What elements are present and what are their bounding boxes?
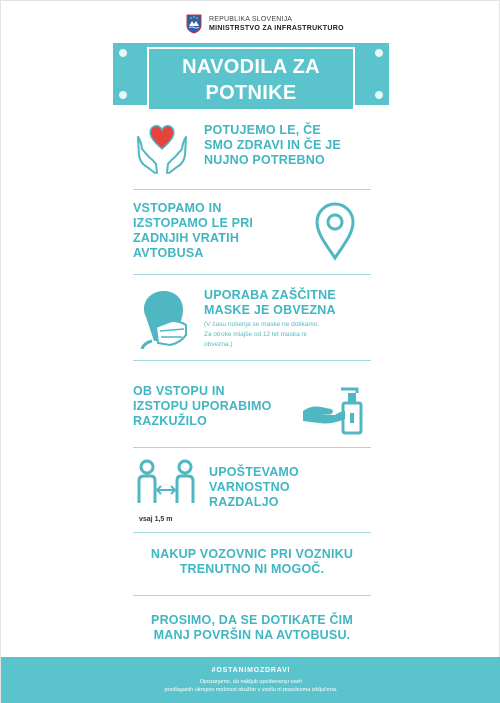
rule-3-note2: Za otroke mlajše od 12 let maska ni: [204, 331, 307, 338]
face-mask-icon: [134, 287, 190, 349]
rule-1: [204, 123, 374, 168]
divider: [133, 189, 371, 190]
footer-text-line2: predlaganih ukrepov možnost okužbe v vozilu ni popolnoma izključena.: [164, 687, 338, 693]
rule-2-line3: ZADNJIH VRATIH: [133, 231, 240, 245]
rule-2: [133, 201, 303, 261]
heart-hands-icon: [133, 119, 191, 177]
ministry-name: [209, 15, 344, 33]
banner-dot: [119, 49, 127, 57]
divider: [133, 447, 371, 448]
sanitizer-icon: [301, 381, 363, 435]
rule-3-line2: MASKE JE OBVEZNA: [204, 303, 336, 317]
distance-icon: [135, 459, 197, 515]
rule-6-line2: TRENUTNO NI MOGOČ.: [179, 562, 325, 576]
banner-dot: [119, 91, 127, 99]
rule-3-note1: (V času nošenja se maske ne dotikamo.: [204, 321, 320, 328]
rule-3-note3: obvezna.): [204, 341, 233, 348]
rule-3-line1: UPORABA ZAŠČITNE: [204, 288, 336, 302]
rule-5-line3: RAZDALJO: [209, 495, 279, 509]
rule-6: [121, 547, 383, 577]
banner-dot: [375, 91, 383, 99]
footer-hashtag: #OSTANIMOZDRAVI: [211, 667, 291, 674]
rule-2-line2: IZSTOPAMO LE PRI: [133, 216, 254, 230]
distance-label: vsaj 1,5 m: [139, 516, 173, 523]
title-line1: NAVODILA ZA: [182, 56, 320, 78]
divider: [133, 360, 371, 361]
divider: [133, 274, 371, 275]
rule-4-line2: IZSTOPU UPORABIMO: [133, 399, 272, 413]
coat-of-arms-icon: [186, 14, 202, 34]
ministry-line1: REPUBLIKA SLOVENIJA: [209, 16, 293, 23]
rule-2-line1: VSTOPAMO IN: [133, 201, 222, 215]
rule-6-line1: NAKUP VOZOVNIC PRI VOZNIKU: [150, 547, 354, 561]
title-line2: POTNIKE: [205, 82, 297, 104]
location-pin-icon: [313, 201, 357, 261]
rule-1-line3: NUJNO POTREBNO: [204, 153, 325, 167]
divider: [133, 595, 371, 596]
footer: [1, 657, 500, 703]
page-title: [149, 49, 353, 106]
rule-5-line2: VARNOSTNO: [209, 480, 290, 494]
rule-7-line1: PROSIMO, DA SE DOTIKATE ČIM: [151, 613, 353, 627]
rule-1-line1: POTUJEMO LE, ČE: [204, 123, 321, 137]
rule-5: [209, 465, 369, 510]
rule-5-line1: UPOŠTEVAMO: [209, 465, 299, 479]
rule-7: [121, 613, 383, 643]
rule-4-line1: OB VSTOPU IN: [133, 384, 225, 398]
banner-dot: [375, 49, 383, 57]
rule-2-line4: AVTOBUSA: [133, 246, 204, 260]
rule-3: [204, 288, 374, 350]
rule-4-line3: RAZKUŽILO: [133, 414, 208, 428]
title-box: [147, 47, 355, 111]
footer-text-line1: Opozarjamo, da nakljub upoštevanju vseh: [199, 679, 303, 685]
rule-4: [133, 384, 303, 429]
ministry-line2: MINISTRSTVO ZA INFRASTRUKTURO: [209, 25, 344, 32]
rule-1-line2: SMO ZDRAVI IN ČE JE: [204, 138, 341, 152]
divider: [133, 532, 371, 533]
header: [1, 11, 500, 41]
rule-7-line2: MANJ POVRŠIN NA AVTOBUSU.: [153, 628, 351, 642]
